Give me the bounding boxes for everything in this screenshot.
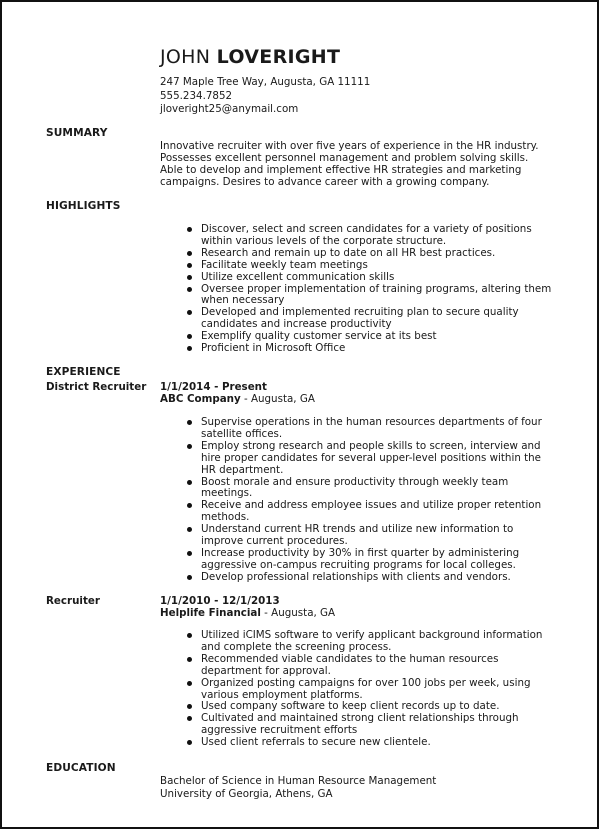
list-item: Used client referrals to secure new clientele. bbox=[160, 737, 560, 749]
job-employer bbox=[160, 607, 335, 620]
list-item: Facilitate weekly team meetings bbox=[160, 260, 560, 272]
highlights-heading: HIGHLIGHTS bbox=[46, 200, 121, 212]
list-item: Discover, select and screen candidates for a variety of positions within various levels of the corporate structure. bbox=[160, 224, 560, 248]
list-item: Exemplify quality customer service at its best bbox=[160, 331, 560, 343]
education-heading: EDUCATION bbox=[46, 762, 116, 774]
company-location: - Augusta, GA bbox=[260, 607, 336, 619]
job-title: Recruiter bbox=[46, 595, 100, 607]
job-duties-list bbox=[160, 630, 560, 749]
experience-heading: EXPERIENCE bbox=[46, 366, 121, 378]
job-title: District Recruiter bbox=[46, 381, 147, 393]
degree: Bachelor of Science in Human Resource Management bbox=[160, 775, 437, 787]
school: University of Georgia, Athens, GA bbox=[160, 788, 333, 800]
list-item: Utilize excellent communication skills bbox=[160, 272, 560, 284]
phone: 555.234.7852 bbox=[160, 90, 233, 102]
company-location: - Augusta, GA bbox=[240, 393, 315, 405]
email[interactable]: jloveright25@anymail.com bbox=[160, 103, 299, 115]
highlights-list bbox=[160, 224, 560, 355]
list-item: Developed and implemented recruiting plan to secure quality candidates and increase productivity bbox=[160, 307, 560, 331]
first-name: JOHN bbox=[160, 46, 211, 68]
job-employer bbox=[160, 393, 315, 406]
summary-line: Innovative recruiter with over five years of experience in the HR industry. bbox=[160, 140, 539, 152]
list-item: Understand current HR trends and utilize new information to improve current procedures. bbox=[160, 524, 560, 548]
list-item: Oversee proper implementation of training programs, altering them when necessary bbox=[160, 284, 560, 308]
summary-text bbox=[160, 141, 560, 189]
job-dates: 1/1/2010 - 12/1/2013 bbox=[160, 595, 280, 607]
list-item: Supervise operations in the human resources departments of four satellite offices. bbox=[160, 417, 560, 441]
company-name: Helplife Financial bbox=[160, 607, 261, 619]
list-item: Recommended viable candidates to the human resources department for approval. bbox=[160, 654, 560, 678]
summary-heading: SUMMARY bbox=[46, 127, 108, 139]
summary-line: Possesses excellent personnel management and problem solving skills. bbox=[160, 151, 529, 164]
job-dates: 1/1/2014 - Present bbox=[160, 381, 267, 393]
list-item: Proficient in Microsoft Office bbox=[160, 343, 560, 355]
address: 247 Maple Tree Way, Augusta, GA 11111 bbox=[160, 76, 371, 88]
list-item: Develop professional relationships with clients and vendors. bbox=[160, 572, 560, 584]
list-item: Employ strong research and people skills to screen, interview and hire proper candidates for several upper-level positions within the HR department. bbox=[160, 441, 560, 477]
candidate-name bbox=[160, 44, 340, 70]
job-duties-list bbox=[160, 417, 560, 584]
list-item: Boost morale and ensure productivity through weekly team meetings. bbox=[160, 477, 560, 501]
list-item: Organized posting campaigns for over 100 jobs per week, using various employment platforms. bbox=[160, 678, 560, 702]
list-item: Increase productivity by 30% in first quarter by administering aggressive on-campus recruiting programs for local colleges. bbox=[160, 548, 560, 572]
list-item: Used company software to keep client records up to date. bbox=[160, 701, 560, 713]
last-name: LOVERIGHT bbox=[216, 46, 341, 68]
list-item: Receive and address employee issues and utilize proper retention methods. bbox=[160, 500, 560, 524]
list-item: Utilized iCIMS software to verify applicant background information and complete the screening process. bbox=[160, 630, 560, 654]
list-item: Cultivated and maintained strong client relationships through aggressive recruitment efforts bbox=[160, 713, 560, 737]
company-name: ABC Company bbox=[160, 393, 241, 405]
summary-line: Able to develop and implement effective HR strategies and marketing bbox=[160, 163, 522, 176]
summary-line: campaigns. Desires to advance career with a growing company. bbox=[160, 175, 490, 188]
list-item: Research and remain up to date on all HR best practices. bbox=[160, 248, 560, 260]
